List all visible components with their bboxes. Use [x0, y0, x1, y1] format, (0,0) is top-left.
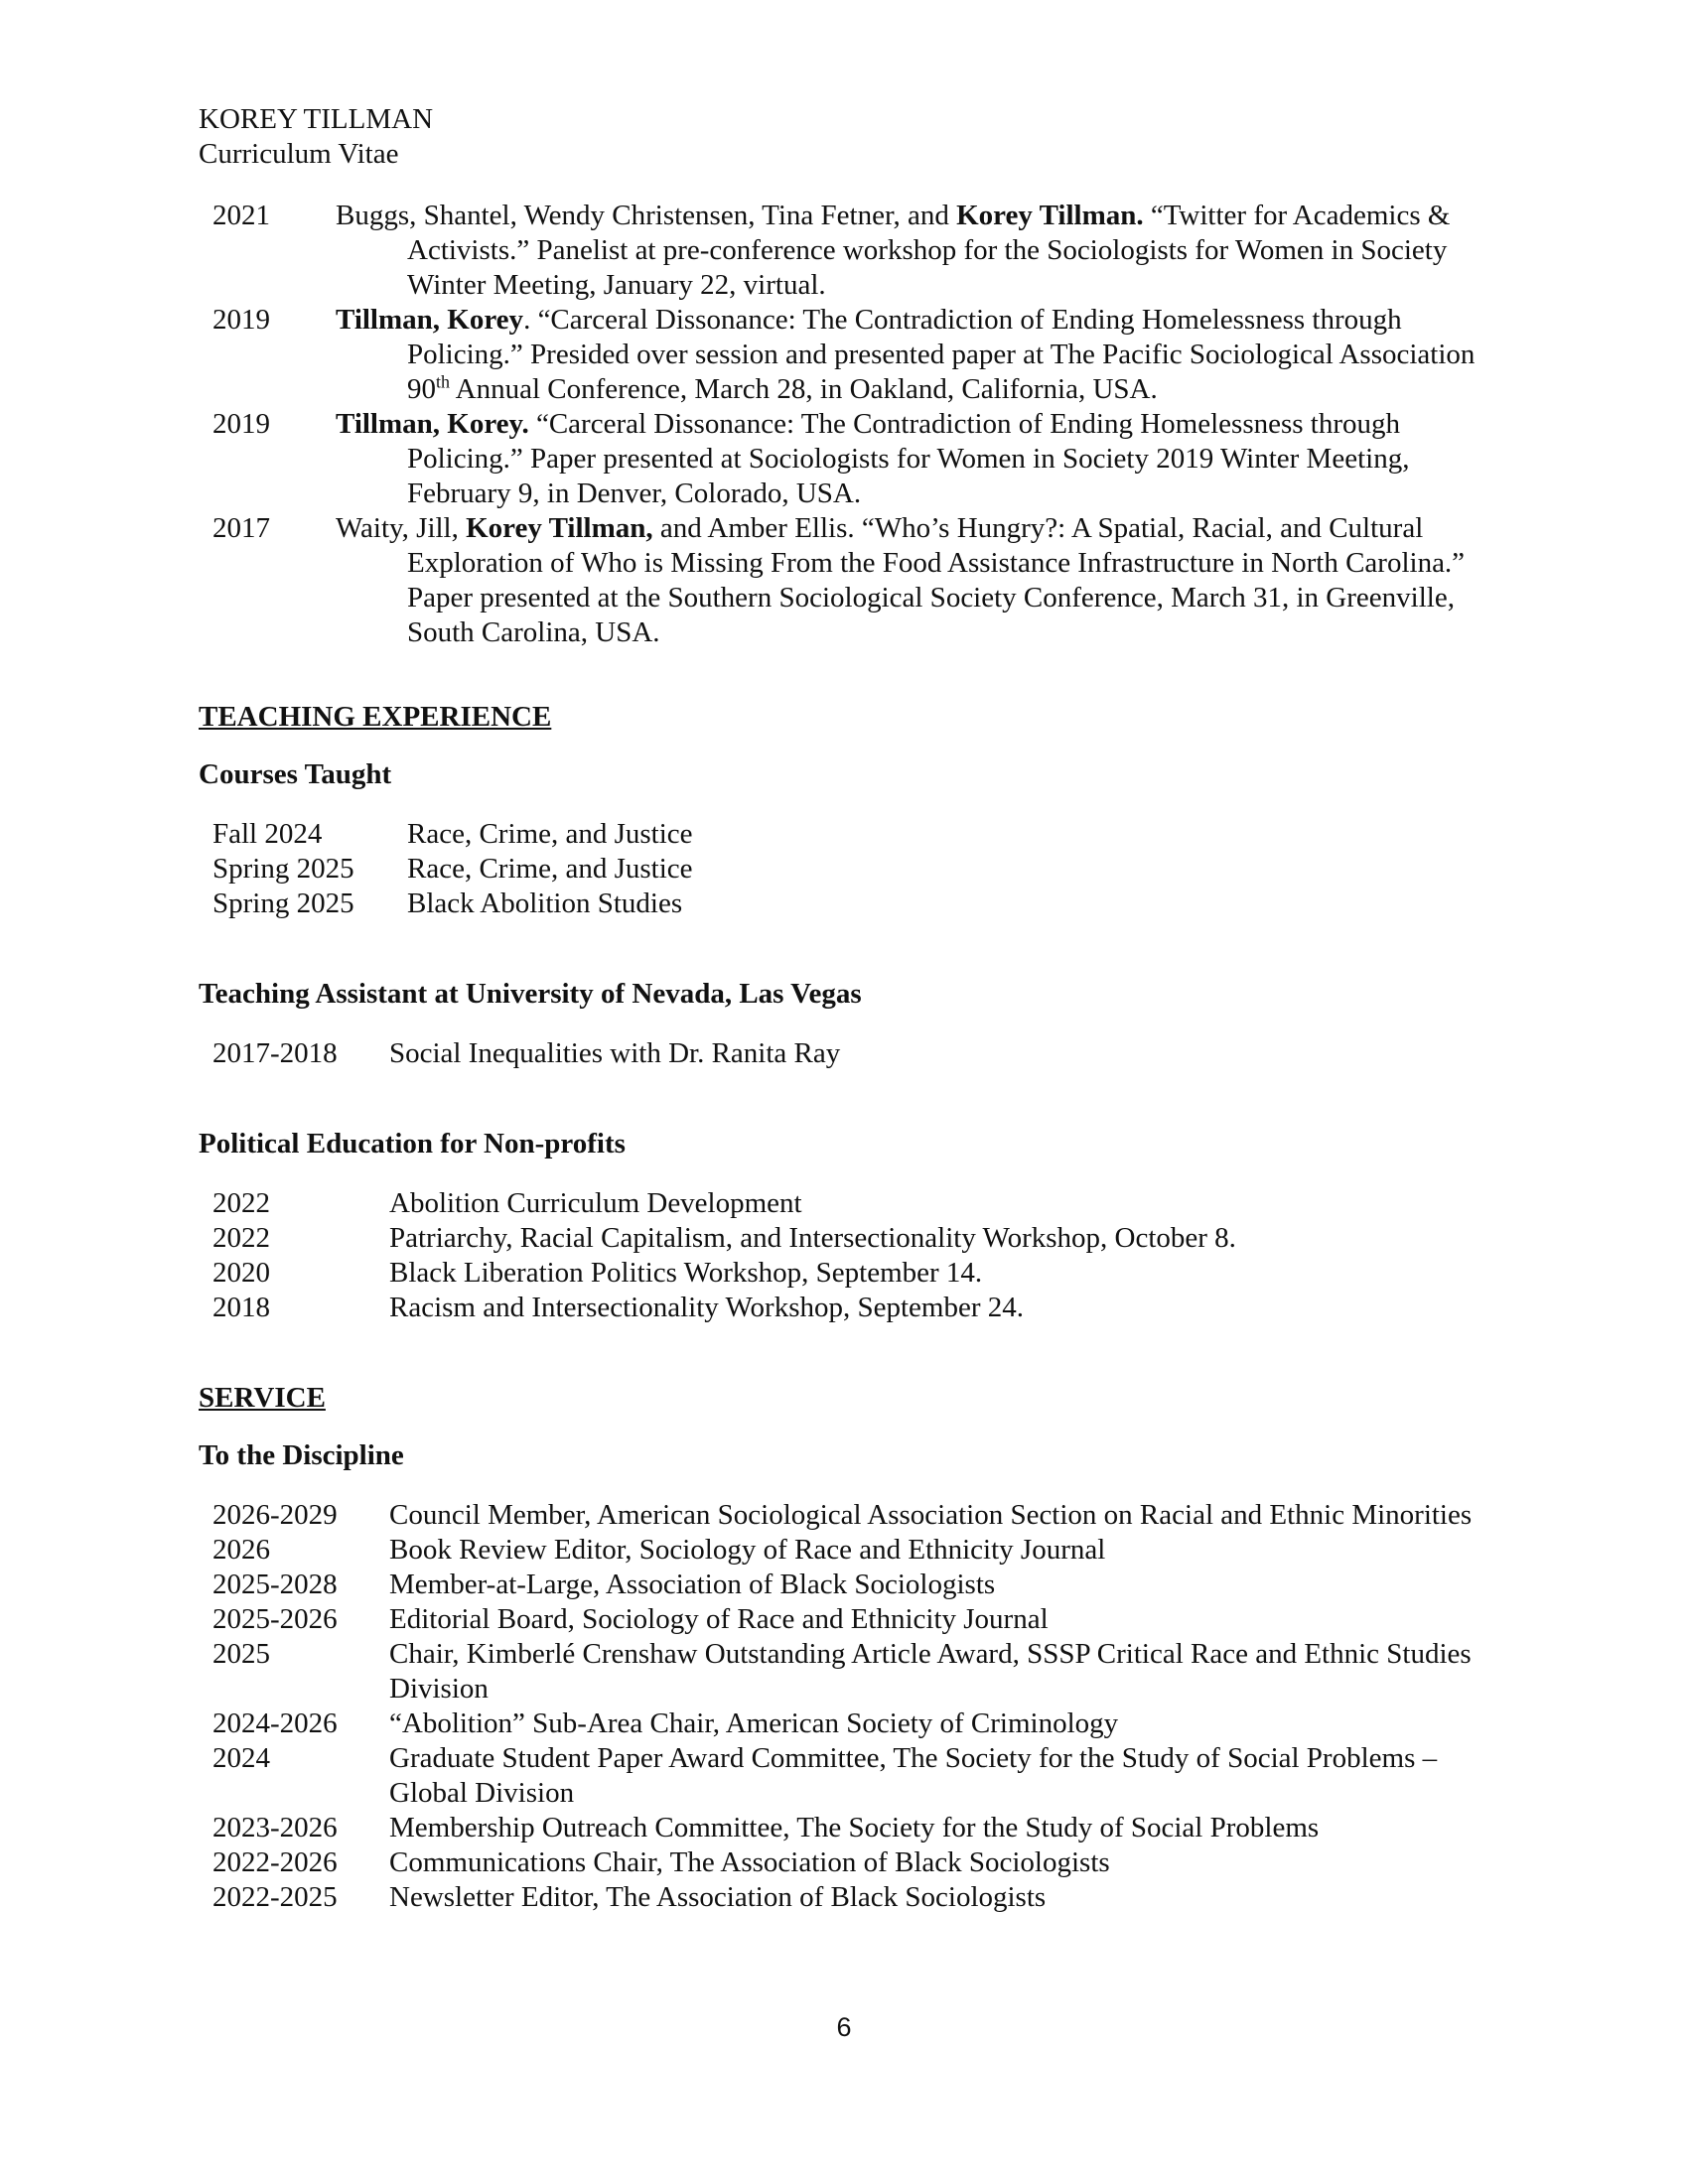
- courses-list: [199, 817, 1509, 921]
- presentation-citation: Tillman, Korey. “Carceral Dissonance: The Contradiction of Ending Homelessness through Policing.” Paper presented at Sociologists for Women in Society 2019 Winter Meeting, February 9, in Denver, Colorado, USA.: [336, 408, 1410, 509]
- presentation-citation: Waity, Jill, Korey Tillman, and Amber Ellis. “Who’s Hungry?: A Spatial, Racial, and Cultural Exploration of Who is Missing From the Food Assistance Infrastructure in North Carolina.” Paper presented at the Southern Sociological Society Conference, March 31, in Greenville, South Carolina, USA.: [336, 512, 1466, 648]
- presentation-citation: Tillman, Korey. “Carceral Dissonance: The Contradiction of Ending Homelessness through Policing.” Presided over session and presented paper at The Pacific Sociological Association 90th Annual Conference, March 28, in Oakland, California, USA.: [336, 304, 1476, 405]
- document-subtitle: Curriculum Vitae: [199, 138, 399, 170]
- list-item: 2024 Graduate Student Paper Award Committee, The Society for the Study of Social Problems – Global Division: [212, 1742, 1438, 1809]
- ta-list: [199, 1036, 1509, 1071]
- presentation-entry: [199, 511, 1509, 650]
- presentations-list: [199, 199, 1509, 650]
- presentation-entry: [199, 303, 1509, 407]
- cv-content: [199, 199, 1509, 1915]
- author-highlight: Tillman, Korey.: [336, 408, 529, 440]
- presentation-year: 2019: [212, 304, 270, 336]
- list-item: 2022 Patriarchy, Racial Capitalism, and Intersectionality Workshop, October 8.: [212, 1222, 1236, 1254]
- author-name: KOREY TILLMAN: [199, 103, 434, 135]
- presentation-entry: [199, 199, 1509, 303]
- author-highlight: Korey Tillman.: [956, 200, 1144, 231]
- list-item: 2025-2026 Editorial Board, Sociology of Race and Ethnicity Journal: [212, 1603, 1049, 1635]
- author-highlight: Korey Tillman,: [466, 512, 653, 544]
- political-education-list: [199, 1186, 1509, 1325]
- list-item: 2026-2029 Council Member, American Sociological Association Section on Racial and Ethnic Minorities: [212, 1499, 1473, 1531]
- service-list: [199, 1498, 1509, 1915]
- list-item: 2022-2026 Communications Chair, The Association of Black Sociologists: [212, 1846, 1110, 1878]
- list-item: 2023-2026 Membership Outreach Committee, The Society for the Study of Social Problems: [212, 1812, 1320, 1843]
- presentation-year: 2017: [212, 512, 270, 544]
- list-item: 2024-2026 “Abolition” Sub-Area Chair, American Society of Criminology: [212, 1707, 1119, 1739]
- presentation-entry: [199, 407, 1509, 511]
- presentation-year: 2021: [212, 200, 270, 231]
- teaching-section-heading: TEACHING EXPERIENCE: [199, 701, 552, 733]
- list-item: 2026 Book Review Editor, Sociology of Race and Ethnicity Journal: [212, 1534, 1106, 1566]
- political-education-heading: Political Education for Non-profits: [199, 1128, 626, 1160]
- list-item: Spring 2025 Race, Crime, and Justice: [212, 853, 693, 885]
- discipline-heading: To the Discipline: [199, 1439, 404, 1471]
- list-item: 2025 Chair, Kimberlé Crenshaw Outstanding Article Award, SSSP Critical Race and Ethnic Studies Division: [212, 1638, 1472, 1705]
- teaching-assistant-heading: Teaching Assistant at University of Nevada, Las Vegas: [199, 978, 862, 1010]
- list-item: 2022 Abolition Curriculum Development: [212, 1187, 802, 1219]
- author-highlight: Tillman, Korey: [336, 304, 524, 336]
- list-item: 2025-2028 Member-at-Large, Association of Black Sociologists: [212, 1569, 996, 1600]
- service-section-heading: SERVICE: [199, 1382, 326, 1414]
- presentation-citation: Buggs, Shantel, Wendy Christensen, Tina Fetner, and Korey Tillman. “Twitter for Academics & Activists.” Panelist at pre-conference workshop for the Sociologists for Women in Society Winter Meeting, January 22, virtual.: [336, 200, 1451, 301]
- list-item: 2018 Racism and Intersectionality Workshop, September 24.: [212, 1292, 1025, 1323]
- presentation-year: 2019: [212, 408, 270, 440]
- list-item: Fall 2024 Race, Crime, and Justice: [212, 818, 693, 850]
- list-item: 2017-2018 Social Inequalities with Dr. Ranita Ray: [212, 1037, 841, 1069]
- ordinal-suffix: th: [436, 371, 451, 392]
- list-item: Spring 2025 Black Abolition Studies: [212, 887, 683, 919]
- courses-taught-heading: Courses Taught: [199, 758, 392, 790]
- list-item: 2020 Black Liberation Politics Workshop, September 14.: [212, 1257, 983, 1289]
- page-number: 6: [836, 2012, 852, 2042]
- list-item: 2022-2025 Newsletter Editor, The Association of Black Sociologists: [212, 1881, 1047, 1913]
- page-header: [199, 102, 433, 172]
